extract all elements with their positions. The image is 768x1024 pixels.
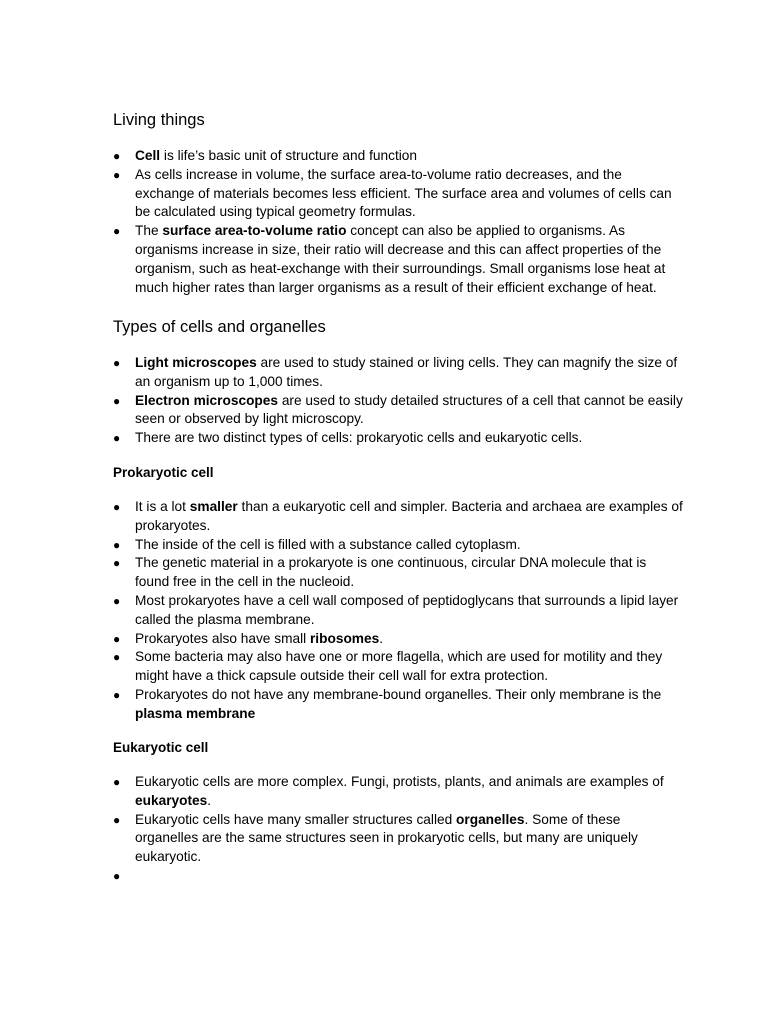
- bullet-icon: ●: [113, 431, 121, 446]
- list-item: ● It is a lot smaller than a eukaryotic cell and simpler. Bacteria and archaea are examples of prokaryotes.: [113, 499, 683, 533]
- list-item: ● Eukaryotic cells have many smaller structures called organelles. Some of these organelles are the same structures seen in prokaryotic cells, but many are uniquely eukaryotic.: [113, 811, 638, 865]
- list-item: ● There are two distinct types of cells: prokaryotic cells and eukaryotic cells.: [113, 429, 683, 448]
- list-item: ● The surface area-to-volume ratio concept can also be applied to organisms. As organisms increase in size, their ratio will decrease and this can affect properties of the organism, such as heat-exchange with their surroundings. Small organisms lose heat at much higher rates than larger organisms as a result of their efficient exchange of heat.: [113, 223, 666, 295]
- list-item: ● Cell is life’s basic unit of structure and function: [113, 147, 683, 166]
- bullet-icon: ●: [113, 631, 121, 646]
- list-eukaryotic-cell: [113, 773, 683, 886]
- bullet-icon: ●: [113, 356, 121, 370]
- bullet-icon: ●: [113, 593, 121, 608]
- list-item: ● Electron microscopes are used to study detailed structures of a cell that cannot be easily seen or observed by light microscopy.: [113, 392, 683, 427]
- list-living-things: [113, 147, 683, 297]
- bullet-icon: ●: [113, 812, 121, 827]
- list-types-of-cells: [113, 354, 683, 448]
- bullet-icon: ●: [113, 149, 121, 163]
- bullet-icon: ●: [113, 868, 121, 883]
- heading-prokaryotic-cell: Prokaryotic cell: [113, 465, 214, 480]
- heading-living-things: Living things: [113, 111, 205, 129]
- list-item: ● Eukaryotic cells are more complex. Fungi, protists, plants, and animals are examples of eukaryotes.: [113, 774, 664, 808]
- list-item-empty: [113, 867, 683, 886]
- bullet-icon: ●: [113, 556, 121, 571]
- heading-types-of-cells: Types of cells and organelles: [113, 318, 326, 336]
- list-item: ● Prokaryotes do not have any membrane-bound organelles. Their only membrane is the plasma membrane: [113, 686, 662, 721]
- bullet-icon: ●: [113, 537, 121, 552]
- bullet-icon: ●: [113, 167, 121, 182]
- list-item: ● Prokaryotes also have small ribosomes.: [113, 630, 683, 649]
- bullet-icon: ●: [113, 775, 121, 789]
- bullet-icon: ●: [113, 500, 121, 514]
- heading-eukaryotic-cell: Eukaryotic cell: [113, 740, 209, 755]
- list-item: ● Most prokaryotes have a cell wall composed of peptidoglycans that surrounds a lipid layer called the plasma membrane.: [113, 592, 679, 627]
- list-item: ● The inside of the cell is filled with a substance called cytoplasm.: [113, 536, 683, 555]
- list-item: ● As cells increase in volume, the surface area-to-volume ratio decreases, and the exchange of materials becomes less efficient. The surface area and volumes of cells can be calculated using typical geometry formulas.: [113, 166, 672, 220]
- bullet-icon: ●: [113, 393, 121, 408]
- list-item: ● Light microscopes are used to study stained or living cells. They can magnify the size of an organism up to 1,000 times.: [113, 355, 678, 389]
- bullet-icon: ●: [113, 687, 121, 702]
- list-item: ● Some bacteria may also have one or more flagella, which are used for motility and they might have a thick capsule outside their cell wall for extra protection.: [113, 649, 663, 684]
- bullet-icon: ●: [113, 224, 121, 239]
- list-prokaryotic-cell: [113, 498, 683, 724]
- bullet-icon: ●: [113, 650, 121, 665]
- list-item: ● The genetic material in a prokaryote is one continuous, circular DNA molecule that is found free in the cell in the nucleoid.: [113, 555, 647, 590]
